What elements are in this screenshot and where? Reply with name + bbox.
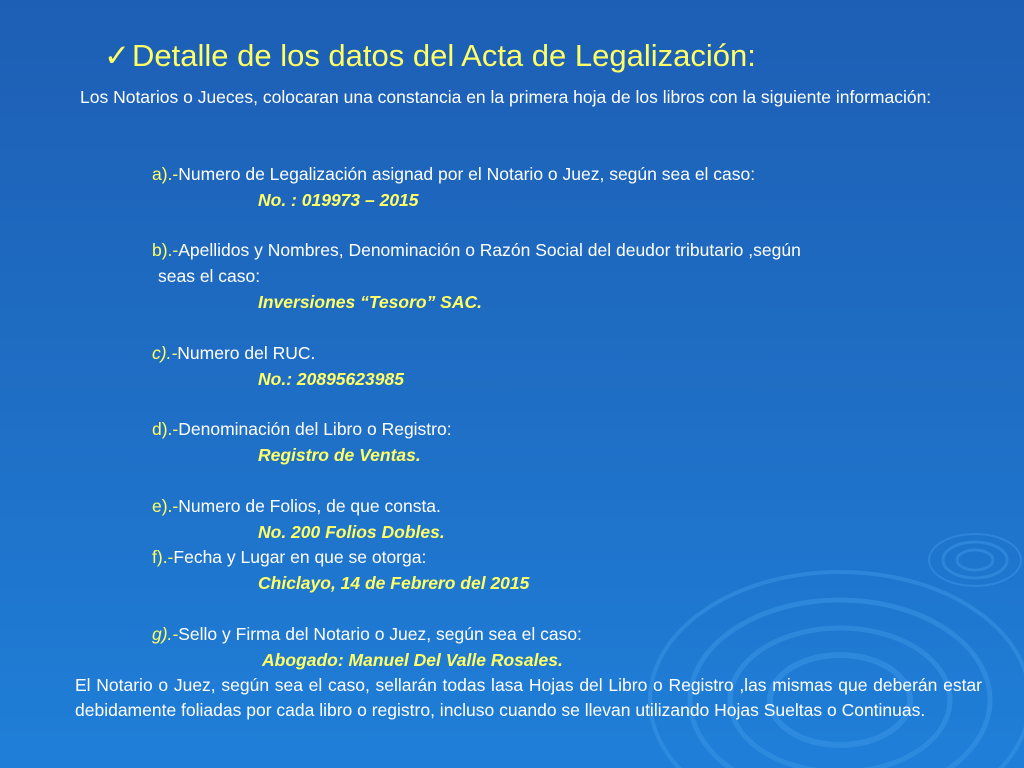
item-b-value: Inversiones “Tesoro” SAC. (258, 292, 482, 312)
item-g-value: Abogado: Manuel Del Valle Rosales. (262, 650, 563, 670)
item-b-continuation: seas el caso: (158, 266, 261, 286)
page-title (104, 38, 756, 74)
item-letter: e).- (152, 496, 179, 516)
item-c (152, 340, 315, 366)
item-a (152, 161, 755, 187)
item-text: Fecha y Lugar en que se otorga: (173, 547, 427, 567)
item-text: Numero del RUC. (177, 343, 316, 363)
item-f (152, 544, 426, 570)
item-c-value: No.: 20895623985 (258, 369, 404, 389)
intro-paragraph: Los Notarios o Jueces, colocaran una constancia en la primera hoja de los libros con la siguiente información: (80, 87, 932, 107)
item-text: Numero de Legalización asignad por el Notario o Juez, según sea el caso: (178, 164, 756, 184)
item-letter: c).- (152, 343, 178, 363)
item-letter: d).- (152, 419, 179, 439)
item-e-value: No. 200 Folios Dobles. (258, 522, 445, 542)
item-text: Sello y Firma del Notario o Juez, según sea el caso: (178, 624, 582, 644)
item-letter: b).- (152, 240, 179, 260)
closing-paragraph: El Notario o Juez, según sea el caso, sellarán todas lasa Hojas del Libro o Registro ,las mismas que deberán estar debidamente foliadas por cada libro o registro, incluso cuando se llevan utilizando Hojas Sueltas o Continuas. (75, 675, 982, 720)
check-icon: ✓ (104, 38, 130, 73)
item-text: Denominación del Libro o Registro: (178, 419, 452, 439)
item-a-value: No. : 019973 – 2015 (258, 190, 419, 210)
item-text: Apellidos y Nombres, Denominación o Razón Social del deudor tributario ,según (178, 240, 801, 260)
title-text: Detalle de los datos del Acta de Legalización: (131, 38, 756, 73)
item-letter: a).- (152, 164, 179, 184)
item-f-value: Chiclayo, 14 de Febrero del 2015 (258, 573, 530, 593)
item-e (152, 493, 441, 519)
item-letter: g).- (152, 624, 179, 644)
item-letter: f).- (152, 547, 174, 567)
item-g (152, 621, 582, 647)
item-text: Numero de Folios, de que consta. (178, 496, 441, 516)
item-d-value: Registro de Ventas. (258, 445, 421, 465)
item-b (152, 237, 801, 263)
item-d (152, 416, 452, 442)
